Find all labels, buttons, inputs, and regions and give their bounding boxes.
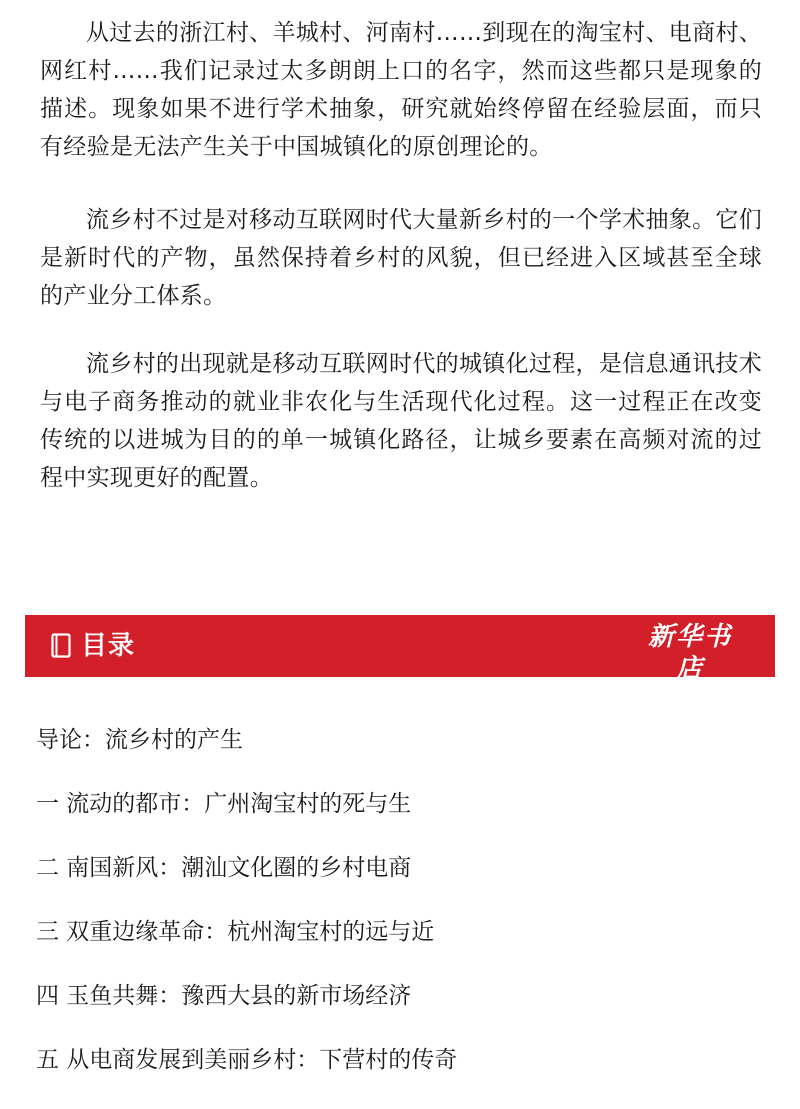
brand-name-cn: 新华书店 — [647, 622, 732, 684]
body-paragraph-1: 从过去的浙江村、羊城村、河南村……到现在的淘宝村、电商村、网红村……我们记录过太多朗朗上口的名字，然而这些都只是现象的描述。现象如果不进行学术抽象，研究就始终停留在经验层面，而只有经验是无法产生关于中国城镇化的原创理论的。 — [40, 20, 762, 160]
toc-banner — [25, 615, 775, 707]
toc-item-intro[interactable]: 导论：流乡村的产生 — [36, 727, 243, 753]
toc-item-chapter-1[interactable]: 一 流动的都市：广州淘宝村的死与生 — [36, 791, 412, 817]
toc-item-chapter-4[interactable]: 四 玉鱼共舞：豫西大县的新市场经济 — [36, 983, 412, 1009]
toc-item-chapter-5[interactable]: 五 从电商发展到美丽乡村：下营村的传奇 — [36, 1047, 458, 1073]
toc-item-chapter-2[interactable]: 二 南国新风：潮汕文化圈的乡村电商 — [36, 855, 412, 881]
toc-list — [36, 724, 457, 1108]
book-icon — [51, 633, 71, 658]
brand-name-en: XINHUA BOOKSTORE — [656, 686, 724, 707]
toc-item-chapter-3[interactable]: 三 双重边缘革命：杭州淘宝村的远与近 — [36, 919, 435, 945]
body-paragraph-2: 流乡村不过是对移动互联网时代大量新乡村的一个学术抽象。它们是新时代的产物，虽然保持着乡村的风貌，但已经进入区域甚至全球的产业分工体系。 — [40, 207, 762, 309]
xinhua-bookstore-logo — [635, 621, 745, 707]
toc-title: 目录 — [81, 631, 136, 661]
body-paragraph-3: 流乡村的出现就是移动互联网时代的城镇化过程，是信息通讯技术与电子商务推动的就业非农化与生活现代化过程。这一过程正在改变传统的以进城为目的的单一城镇化路径，让城乡要素在高频对流的过程中实现更好的配置。 — [40, 351, 762, 491]
